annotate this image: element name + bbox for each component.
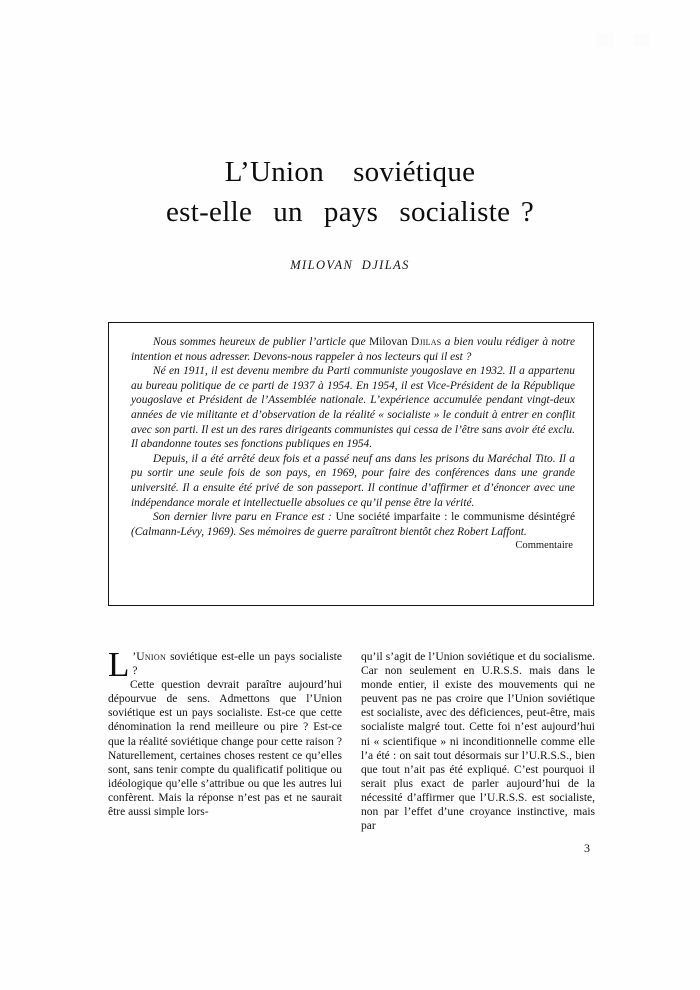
body-left-paragraph-2: Cette question devrait paraître aujourd’hui dépourvue de sens. Admettons que l’Union soviétique est un pays socialiste. Est-ce que cette dénomination la rend meilleure ou pire ? Est-ce que la réalité soviétique change pour cette raison ? Naturellement, certaines choses restent ce qu’elles sont, sans tenir compte du qualificatif politique ou idéologique qu’elle s’attribue ou que les autres lui confèrent. Mais la réponse n’est pas et ne saurait être aussi simple lors-	[108, 679, 342, 819]
editorial-paragraph-4	[131, 510, 575, 539]
title-line-2: est-elle un pays socialiste ?	[165, 196, 535, 228]
title-line-1: L’Union soviétique	[224, 156, 476, 188]
scan-speckle	[634, 34, 650, 46]
note-author-last-name: Djilas	[411, 336, 442, 348]
body-column-right	[361, 650, 595, 833]
body-column-left	[108, 645, 342, 833]
article-title	[0, 152, 700, 232]
scan-speckle	[596, 33, 613, 47]
body-opening-paragraph	[108, 645, 342, 684]
article-body	[108, 645, 595, 833]
editorial-paragraph-3: Depuis, il a été arrêté deux fois et a passé neuf ans dans les prisons du Maréchal Tito. Il a pu sortir une seule fois de son pays, en 1969, pour faire des conférences dans une grande université. Il a ensuite été privé de son passeport. Il continue d’affirmer et d’énoncer avec une indépendance morale et intellectuelle absolues ce qu’il pense être la vérité.	[131, 452, 575, 509]
drop-cap-letter: L	[108, 645, 130, 684]
lede-small-caps: Union	[136, 651, 167, 663]
lede-rest: soviétique est-elle un pays socialiste ?	[132, 651, 342, 678]
lede-apostrophe: ’	[132, 651, 137, 663]
page-number: 3	[584, 841, 590, 855]
note-p1-part-b: a bien voulu rédiger à notre intention et nous adresser. Devons-nous rappeler à nos lecteurs qui il est ?	[131, 336, 575, 363]
note-p1-part-a: Nous sommes heureux de publier l’article que	[153, 336, 370, 348]
note-p4-part-a: Son dernier livre paru en France est :	[153, 511, 336, 524]
editorial-paragraph-2: Né en 1911, il est devenu membre du Parti communiste yougoslave en 1932. Il a appartenu au bureau politique de ce parti de 1937 à 1954. En 1954, il est Vice-Président de la République yougoslave et Président de l’Assemblée nationale. L’expérience accumulée pendant vingt-deux années de vie militante et d’observation de la réalité « socialiste » le conduit à entrer en conflit avec son parti. Il est un des rares dirigeants communistes qui cessa de l’être sans avoir été exclu. Il abandonne toutes ses fonctions publiques en 1954.	[131, 365, 575, 451]
note-author-first-name: Milovan	[369, 336, 412, 348]
editorial-note-signature: Commentaire	[515, 540, 573, 552]
note-book-title: Une société imparfaite : le communisme désintégré	[335, 511, 575, 524]
body-right-paragraph-1: qu’il s’agit de l’Union soviétique et du socialisme. Car non seulement en U.R.S.S. mais dans le monde entier, il existe des mouvements qui ne peuvent pas ne pas croire que l’Union soviétique est socialiste, avec des déficiences, peut-être, mais socialiste malgré tout. Cette foi n’est aujourd’hui ni « scientifique » ni inconditionnelle comme elle l’a été : on sait tout désormais sur l’U.R.S.S., bien que tout n’ait pas été expliqué. C’est pourquoi il serait plus exact de parler aujourd’hui de la nécessité d’affirmer que l’U.R.S.S. est socialiste, non par l’effet d’une croyance instinctive, mais par	[361, 651, 595, 833]
article-author: MILOVAN DJILAS	[290, 258, 410, 272]
editorial-paragraph-1	[131, 335, 575, 364]
editorial-note-box	[108, 322, 594, 606]
editorial-note-text	[109, 323, 593, 560]
note-p4-part-b: (Calmann-Lévy, 1969). Ses mémoires de guerre paraîtront bientôt chez Robert Laffont.	[131, 525, 527, 538]
